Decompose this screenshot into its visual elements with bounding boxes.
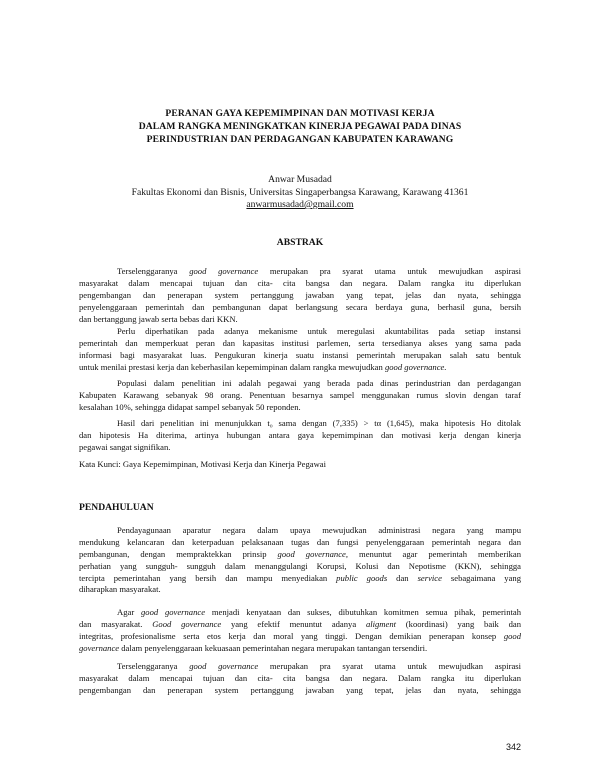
author-block [60, 174, 540, 212]
abstract-paragraph-3: Populasi dalam penelitian ini adalah pegawai yang berada pada dinas perindustrian dan perdagangan Kabupaten Karawang sebanyak 98 orang. Penentuan besarnya sampel menggunakan rumus slovin dengan taraf kesalahan 10%, sehingga didapat sampel sebanyak 50 reponden. [79, 378, 521, 412]
title-line: PERANAN GAYA KEPEMIMPINAN DAN MOTIVASI KERJA [165, 108, 435, 119]
abstract-heading: ABSTRAK [276, 237, 324, 248]
abstract-paragraph-2: Perlu diperhatikan pada adanya mekanisme untuk meregulasi akuntabilitas pada setiap instansi pemerintah dan memperkuat peran dan kapasitas institusi parlemen, serta tersedianya akses yang sama pada informasi bagi masyarakat luas. Pengukuran kinerja suatu instansi pemerintah merupakan salah satu bentuk untuk menilai prestasi kerja dan keberhasilan kepemimpinan dalam rangka mewujudkan good governance. [79, 326, 521, 372]
title-line: PERINDUSTRIAN DAN PERDAGANGAN KABUPATEN KARAWANG [146, 134, 454, 145]
section-heading-pendahuluan: PENDAHULUAN [79, 502, 154, 513]
page-number: 342 [505, 742, 521, 752]
paper-title [60, 107, 540, 146]
author-email-link[interactable]: anwarmusadad@gmail.com [246, 199, 354, 210]
title-line: DALAM RANGKA MENINGKATKAN KINERJA PEGAWAI PADA DINAS [138, 121, 462, 132]
intro-paragraph-2: Agar good governance menjadi kenyataan dan sukses, dibutuhkan komitmen semua pihak, pemerintah dan masyarakat. Good governance yang efektif menuntut adanya aligment (koordinasi) yang baik dan integritas, profesionalisme serta etos kerja dan moral yang tinggi. Dengan demikian penerapan konsep good governance dalam penyelenggaraan kekuasaan pemerintahan negara merupakan tantangan tersendiri. [79, 607, 521, 653]
author-name: Anwar Musadad [268, 174, 332, 185]
intro-paragraph-1: Pendayagunaan aparatur negara dalam upaya mewujudkan administrasi negara yang mampu mendukung kelancaran dan keterpaduan pelaksanaan tugas dan fungsi penyelenggaraan pemerintah negara dan pembangunan, dengan mempraktekkan prinsip good governance, menuntut agar pemerintah memberikan perhatian yang sungguh- sungguh dalam menanggulangi Korupsi, Kolusi dan Nepotisme (KKN), sehingga tercipta pemerintahan yang bersih dan mampu menyediakan public goods dan service sebagaimana yang diharapkan masyarakat. [79, 525, 521, 595]
author-affiliation: Fakultas Ekonomi dan Bisnis, Universitas Singaperbangsa Karawang, Karawang 41361 [131, 186, 469, 198]
intro-paragraph-3: Terselenggaranya good governance merupakan pra syarat utama untuk mewujudkan aspirasi masyarakat dalam mencapai tujuan dan cita- cita bangsa dan negara. Dalam rangka itu diperlukan pengembangan dan penerapan system pertanggung jawaban yang tepat, jelas dan nyata, sehingga [79, 661, 521, 695]
abstract-paragraph-4: Hasil dari penelitian ini menunjukkan t₀ sama dengan (7,335) > tα (1,645), maka hipotesis Ho ditolak dan hipotesis Ha diterima, artinya hubungan antara gaya kepemimpinan dan motivasi kerja dengan kinerja pegawai sangat signifikan. [79, 418, 521, 452]
keywords: Kata Kunci: Gaya Kepemimpinan, Motivasi Kerja dan Kinerja Pegawai [79, 459, 326, 469]
abstract-paragraph-1: Terselenggaranya good governance merupakan pra syarat utama untuk mewujudkan aspirasi masyarakat dalam mencapai tujuan dan cita- cita bangsa dan negara. Dalam rangka itu diperlukan pengembangan dan penerapan system pertanggung jawaban yang tepat, jelas dan nyata, sehingga penyelenggaraan pemerintah dan pembangunan dapat berlangsung secara berdaya guna, berhasil guna, bersih dan bertanggung jawab serta bebas dari KKN. [79, 266, 521, 324]
